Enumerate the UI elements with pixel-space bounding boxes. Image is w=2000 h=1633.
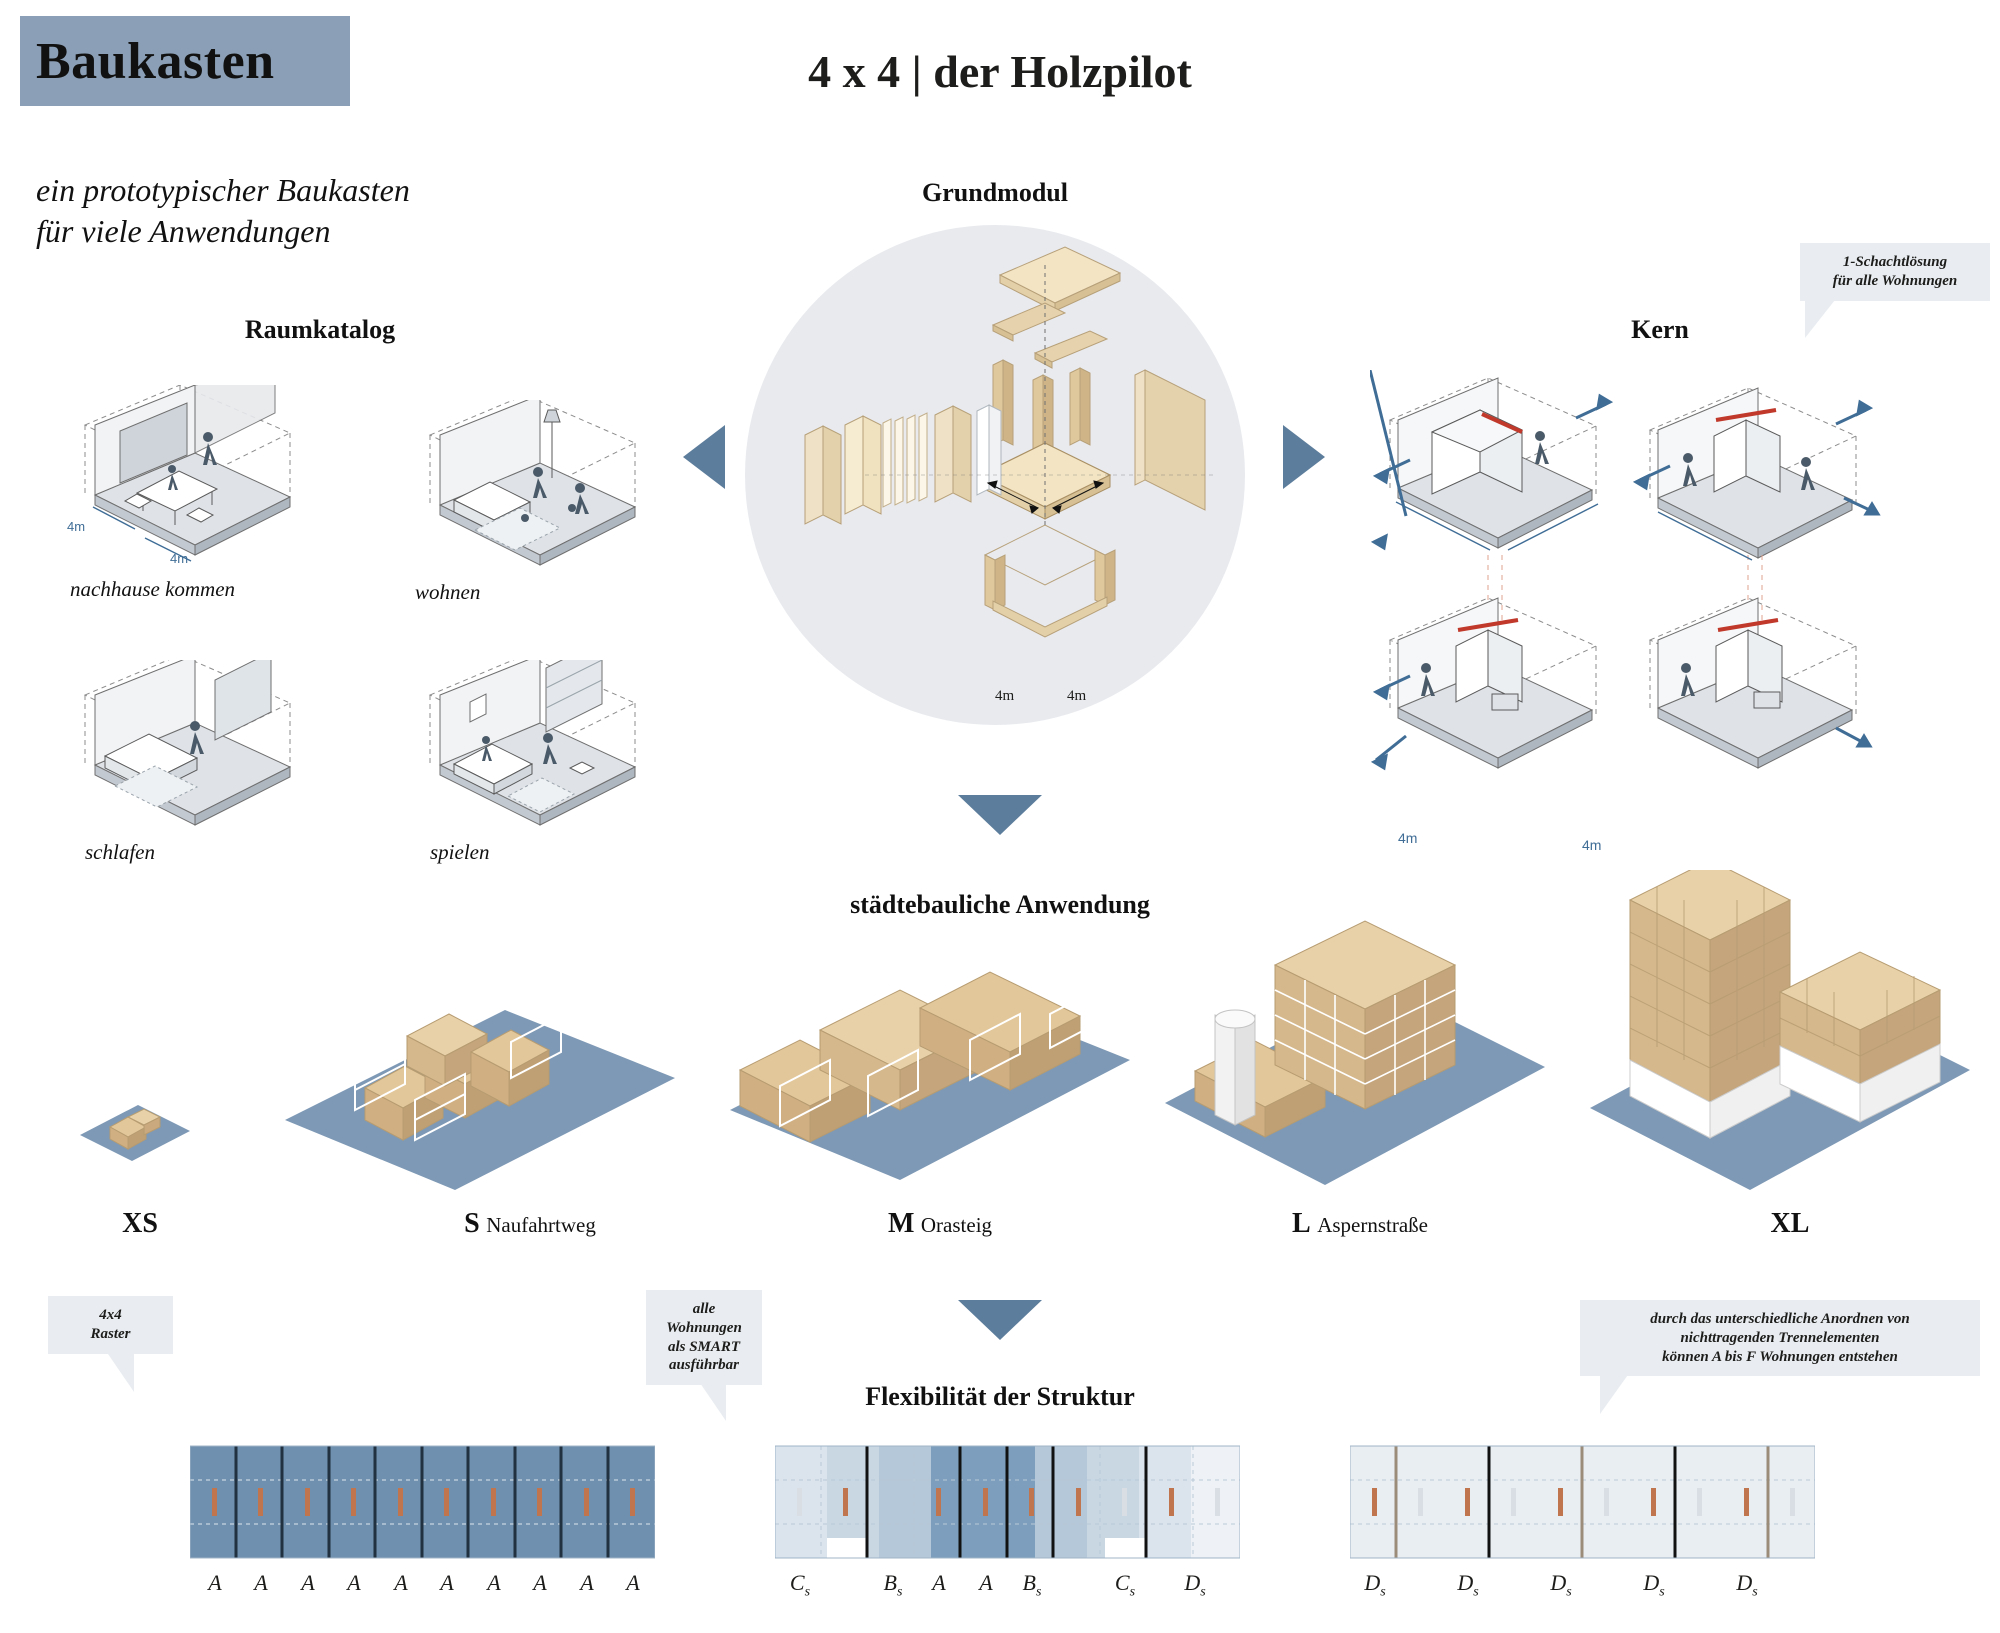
room-caption-nachhause-kommen: nachhause kommen — [70, 577, 236, 601]
room-dim-y: 4m — [67, 519, 86, 534]
callout-trennelemente-tail — [1600, 1372, 1630, 1414]
room-iso-svg — [420, 400, 650, 585]
kern-modules-diagram — [1370, 370, 1950, 853]
flex-plan-1 — [190, 1440, 655, 1595]
urban-size-l: L — [1292, 1208, 1311, 1239]
callout-smart-line-4: ausführbar — [668, 1357, 740, 1374]
callout-smart — [646, 1290, 762, 1385]
flex-plan-2-svg — [775, 1440, 1240, 1565]
heading-flexibilitaet: Flexibilität der Struktur — [865, 1382, 1135, 1411]
heading-raumkatalog: Raumkatalog — [244, 315, 396, 344]
callout-smart-tail — [700, 1383, 726, 1421]
urban-size-xs: XS — [122, 1208, 158, 1239]
flex-plan-3-svg — [1350, 1440, 1815, 1565]
page-title: 4 x 4 | der Holzpilot — [808, 46, 1192, 97]
urban-size-s: S — [464, 1208, 480, 1239]
urban-size-xl: XL — [1770, 1208, 1810, 1239]
callout-raster-line-2: Raster — [90, 1325, 131, 1342]
room-iso-nachhause-kommen — [67, 385, 305, 601]
flex-label-1-2: A — [301, 1570, 315, 1595]
flex-label-1-3: A — [347, 1570, 361, 1595]
page-subtitle — [36, 170, 410, 252]
room-iso-schlafen — [75, 660, 305, 864]
urban-m-svg — [720, 930, 1140, 1180]
room-caption-wohnen: wohnen — [415, 580, 481, 604]
arrow-to-flexibilitaet — [958, 1300, 1042, 1340]
flex-label-1-4: A — [394, 1570, 408, 1595]
room-caption-schlafen: schlafen — [85, 840, 155, 864]
urban-s-svg — [275, 960, 685, 1190]
kern-dim-b: 4m — [1582, 837, 1602, 853]
callout-smart-line-2: Wohnungen — [666, 1319, 742, 1336]
room-iso-spielen — [420, 660, 650, 864]
flex-label-1-1: A — [254, 1570, 268, 1595]
urban-name-s: Naufahrtweg — [486, 1213, 596, 1237]
urban-label-xs — [50, 1208, 230, 1240]
grundmodul-exploded-diagram — [745, 225, 1245, 725]
flex-label-1-5: A — [440, 1570, 454, 1595]
urban-l-svg — [1155, 895, 1555, 1185]
flex-label-3-3: $D_s$ — [1643, 1570, 1665, 1600]
flex-label-2-0: $C_s$ — [789, 1570, 811, 1600]
urban-xl-svg — [1580, 870, 1980, 1190]
urban-name-m: Orasteig — [920, 1213, 993, 1237]
arrow-to-raumkatalog — [683, 425, 725, 489]
flex-label-3-1: $D_s$ — [1457, 1570, 1479, 1600]
room-iso-wohnen — [415, 400, 650, 604]
urban-model-m — [720, 930, 1140, 1185]
urban-model-s — [275, 960, 685, 1195]
title-badge — [20, 16, 350, 106]
callout-schachtloesung-line-2: für alle Wohnungen — [1832, 272, 1958, 289]
flex-plan-2 — [775, 1440, 1240, 1600]
urban-model-xl — [1580, 870, 1980, 1195]
grundmodul-dim-right: 4m — [1067, 688, 1087, 704]
callout-trennelemente — [1580, 1300, 1980, 1376]
flex-label-1-6: A — [487, 1570, 501, 1595]
arrow-to-kern — [1283, 425, 1325, 489]
room-caption-spielen: spielen — [430, 840, 490, 864]
urban-name-l: Aspernstraße — [1317, 1213, 1428, 1237]
flex-label-2-3: A — [979, 1570, 993, 1595]
callout-schachtloesung — [1800, 243, 1990, 301]
room-dim-x: 4m — [170, 551, 189, 566]
flex-label-2-1: $B_s$ — [883, 1570, 903, 1600]
callout-raster-line-1: 4x4 — [99, 1307, 122, 1323]
room-iso-svg — [75, 660, 305, 845]
heading-kern: Kern — [1631, 315, 1689, 344]
kern-svg — [1370, 370, 1950, 850]
subtitle-line-2: für viele Anwendungen — [36, 212, 331, 249]
flex-label-3-2: $D_s$ — [1550, 1570, 1572, 1600]
subtitle-line-1: ein prototypischer Baukasten — [36, 172, 410, 208]
urban-label-m — [810, 1208, 1070, 1240]
urban-label-xl — [1700, 1208, 1880, 1240]
urban-model-l — [1155, 895, 1555, 1190]
flex-label-1-9: A — [626, 1570, 640, 1595]
callout-smart-line-1: alle — [692, 1301, 716, 1317]
heading-grundmodul: Grundmodul — [922, 178, 1068, 207]
arrow-to-staedtebau — [958, 795, 1042, 835]
urban-label-l — [1230, 1208, 1490, 1240]
flex-label-1-7: A — [533, 1570, 547, 1595]
flex-label-2-2: A — [932, 1570, 946, 1595]
callout-schachtloesung-line-1: 1-Schachtlösung — [1842, 254, 1948, 270]
urban-xs-svg — [70, 1065, 200, 1165]
callout-trennelemente-line-2: nichttragenden Trennelementen — [1680, 1329, 1880, 1346]
grundmodul-svg — [745, 225, 1245, 725]
callout-trennelemente-line-3: können A bis F Wohnungen entstehen — [1662, 1348, 1898, 1365]
flex-plan-3 — [1350, 1440, 1815, 1600]
kern-dim-a: 4m — [1398, 830, 1418, 846]
callout-raster — [48, 1296, 173, 1354]
callout-trennelemente-line-1: durch das unterschiedliche Anordnen von — [1650, 1311, 1910, 1327]
flex-label-1-8: A — [580, 1570, 594, 1595]
flex-plan-1-svg — [190, 1440, 655, 1565]
urban-size-m: M — [887, 1208, 915, 1239]
flex-label-3-0: $D_s$ — [1364, 1570, 1386, 1600]
urban-model-xs — [70, 1065, 200, 1170]
flex-label-2-5: $C_s$ — [1114, 1570, 1136, 1600]
room-iso-svg — [420, 660, 650, 845]
callout-smart-line-3: als SMART — [667, 1338, 741, 1355]
flex-label-1-0: A — [208, 1570, 222, 1595]
callout-raster-tail — [108, 1354, 134, 1392]
urban-label-s — [400, 1208, 660, 1240]
flex-label-2-4: $B_s$ — [1022, 1570, 1042, 1600]
heading-staedtebauliche-anwendung: städtebauliche Anwendung — [850, 890, 1150, 919]
title-badge-label: Baukasten — [36, 32, 275, 90]
flex-label-2-6: $D_s$ — [1184, 1570, 1206, 1600]
room-iso-svg — [75, 385, 305, 575]
flex-label-3-4: $D_s$ — [1736, 1570, 1758, 1600]
grundmodul-dim-left: 4m — [995, 688, 1015, 704]
callout-schachtloesung-tail — [1805, 300, 1835, 338]
